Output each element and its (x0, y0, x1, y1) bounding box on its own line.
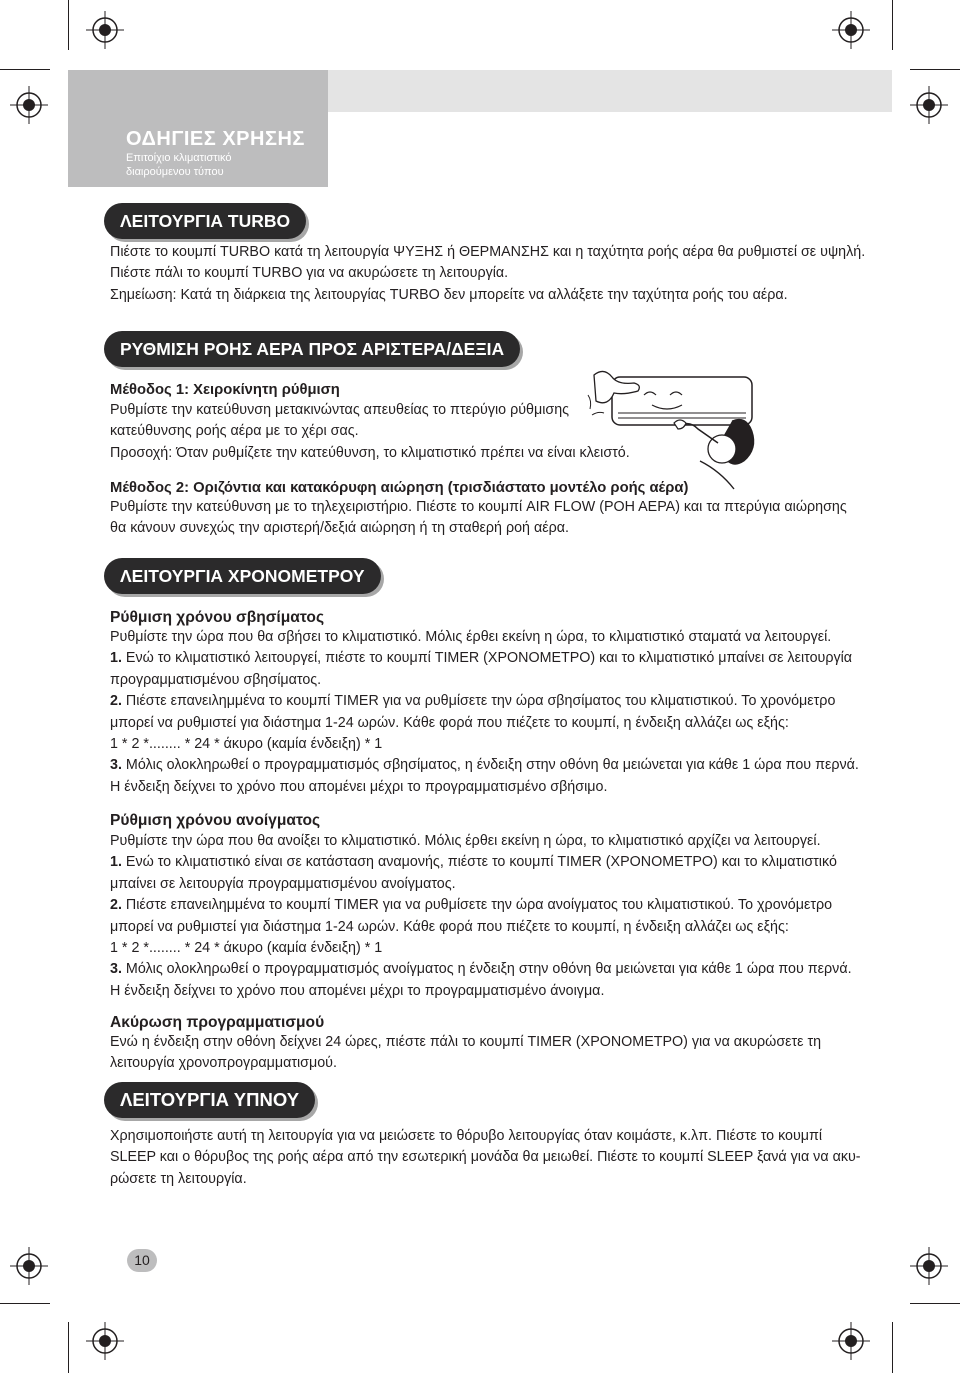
timer-off-title: Ρύθμιση χρόνου σβησίματος (110, 609, 325, 626)
step-number: 2. (110, 693, 122, 710)
turbo-text (110, 242, 865, 306)
subtitle-line: Επιτοίχιο κλιματιστικό (126, 152, 232, 164)
registration-mark-icon (910, 86, 948, 124)
step-text: Μόλις ολοκληρωθεί ο προγραμματισμός σβησίματος, η ένδειξη στην οθόνη θα μειώνεται για κάθε 1 ώρα που περνά. (121, 757, 859, 774)
registration-mark-icon (10, 1247, 48, 1285)
page-title: ΟΔΗΓΙΕΣ ΧΡΗΣΗΣ (126, 128, 305, 150)
text-line (110, 648, 859, 669)
crop-mark (0, 69, 50, 70)
text-line: Η ένδειξη δείχνει το χρόνο που απομένει μέχρι το προγραμματισμένο σβήσιμο. (110, 778, 608, 795)
crop-mark (892, 1322, 893, 1373)
section-heading-airflow: ΡΥΘΜΙΣΗ ΡΟΗΣ ΑΕΡΑ ΠΡΟΣ ΑΡΙΣΤΕΡΑ/ΔΕΞΙΑ (104, 331, 520, 367)
text-line: ρώσετε τη λειτουργία. (110, 1170, 247, 1187)
timer-cancel-title: Ακύρωση προγραμματισμού (110, 1014, 325, 1031)
step-text: Μόλις ολοκληρωθεί ο προγραμματισμός ανοίγματος η ένδειξη στην οθόνη θα μειώνεται για κάθε 1 ώρα που περνά. (121, 961, 852, 978)
subtitle-line: διαιρούμενου τύπου (126, 166, 224, 178)
crop-mark (68, 1322, 69, 1373)
hand-adjusting-ac-illustration (582, 365, 762, 490)
timer-on-title: Ρύθμιση χρόνου ανοίγματος (110, 812, 321, 829)
timer-off-text (110, 627, 859, 798)
section-heading-timer: ΛΕΙΤΟΥΡΓΙΑ ΧΡΟΝΟΜΕΤΡΟΥ (104, 558, 381, 594)
step-number: 1. (110, 854, 122, 871)
section-heading-turbo: ΛΕΙΤΟΥΡΓΙΑ TURBO (104, 203, 306, 239)
registration-mark-icon (832, 1322, 870, 1360)
text-line: SLEEP και ο θόρυβος της ροής αέρα από την εσωτερική μονάδα θα μειωθεί. Πιέστε το κουμπί SLEEP ξανά για να ακυ- (110, 1149, 861, 1166)
registration-mark-icon (832, 11, 870, 49)
text-line: κατεύθυνσης ροής αέρα με το χέρι σας. (110, 423, 359, 440)
crop-mark (910, 69, 960, 70)
method2-title: Μέθοδος 2: Οριζόντια και κατακόρυφη αιώρηση (τρισδιάστατο μοντέλο ροής αέρα) (110, 480, 689, 496)
step-text: Ενώ το κλιματιστικό λειτουργεί, πιέστε το κουμπί TIMER (ΧΡΟΝΟΜΕΤΡΟ) και το κλιματιστικό μπαίνει σε λειτουργία (121, 650, 853, 667)
registration-mark-icon (10, 86, 48, 124)
sleep-text (110, 1126, 861, 1190)
text-line: Χρησιμοποιήστε αυτή τη λειτουργία για να μειώσετε το θόρυβο λειτουργίας όταν κοιμάστε, κ.λπ. Πιέστε το κουμπί (110, 1128, 823, 1144)
registration-mark-icon (86, 1322, 124, 1360)
text-line (110, 895, 852, 916)
text-line: μπορεί να ρυθμιστεί για διάστημα 1-24 ωρών. Κάθε φορά που πιέζετε το κουμπί, η ένδειξη αλλάζει ως εξής: (110, 714, 789, 731)
text-line: Πιέστε το κουμπί TURBO κατά τη λειτουργία ΨΥΞΗΣ ή ΘΕΡΜΑΝΣΗΣ και η ταχύτητα ροής αέρα θα ρυθμιστεί σε υψηλή. (110, 244, 866, 260)
text-line: 1 * 2 *........ * 24 * άκυρο (καμία ένδειξη) * 1 (110, 940, 383, 957)
text-line: Ρυθμίστε την ώρα που θα σβήσει το κλιματιστικό. Μόλις έρθει εκείνη η ώρα, το κλιματιστικό σταματά να λειτουργεί. (110, 629, 832, 645)
text-line: μπαίνει σε λειτουργία προγραμματισμένου ανοίγματος. (110, 875, 456, 892)
method1-text (110, 400, 630, 464)
text-line: Ρυθμίστε την κατεύθυνση με το τηλεχειριστήριο. Πιέστε το κουμπί AIR FLOW (ΡΟΗ ΑΕΡΑ) και τα πτερύγια αιώρησης (110, 499, 847, 515)
method1-title: Μέθοδος 1: Χειροκίνητη ρύθμιση (110, 382, 340, 398)
crop-mark (892, 0, 893, 50)
text-line: Σημείωση: Κατά τη διάρκεια της λειτουργίας TURBO δεν μπορείτε να αλλάξετε την ταχύτητα ροής του αέρα. (110, 286, 788, 303)
text-line (110, 852, 852, 873)
text-line: θα κάνουν συνεχώς την αριστερή/δεξιά αιώρηση ή τη σταθερή ροή αέρα. (110, 520, 569, 537)
text-line: Προσοχή: Όταν ρυθμίζετε την κατεύθυνση, το κλιματιστικό πρέπει να είναι κλειστό. (110, 444, 630, 461)
text-line: προγραμματισμένου σβησίματος. (110, 671, 322, 688)
text-line: Ενώ η ένδειξη στην οθόνη δείχνει 24 ώρες, πιέστε πάλι το κουμπί TIMER (ΧΡΟΝΟΜΕΤΡΟ) για να ακυρώσετε τη (110, 1034, 822, 1050)
crop-mark (910, 1303, 960, 1304)
registration-mark-icon (910, 1247, 948, 1285)
text-line: Ρυθμίστε την κατεύθυνση μετακινώντας απευθείας το πτερύγιο ρύθμισης (110, 402, 570, 418)
step-text: Πιέστε επανειλημμένα το κουμπί TIMER για να ρυθμίσετε την ώρα σβησίματος του κλιματιστικού. Το χρονόμετρο (121, 693, 836, 710)
step-number: 3. (110, 961, 122, 978)
page-subtitle (126, 151, 316, 179)
text-line (110, 691, 859, 712)
text-line: Ρυθμίστε την ώρα που θα ανοίξει το κλιματιστικό. Μόλις έρθει εκείνη η ώρα, το κλιματιστικό αρχίζει να λειτουργεί. (110, 833, 821, 849)
text-line: μπορεί να ρυθμιστεί για διάστημα 1-24 ωρών. Κάθε φορά που πιέζετε το κουμπί, η ένδειξη αλλάζει ως εξής: (110, 918, 789, 935)
text-line (110, 755, 859, 776)
text-line: Η ένδειξη δείχνει το χρόνο που απομένει μέχρι το προγραμματισμένο άνοιγμα. (110, 982, 605, 999)
crop-mark (68, 0, 69, 50)
step-text: Ενώ το κλιματιστικό είναι σε κατάσταση αναμονής, πιέστε το κουμπί TIMER (ΧΡΟΝΟΜΕΤΡΟ) και το κλιματιστικό (121, 854, 837, 871)
method2-text (110, 497, 847, 540)
timer-on-text (110, 831, 852, 1002)
registration-mark-icon (86, 11, 124, 49)
text-line (110, 959, 852, 980)
text-line: λειτουργία χρονοπρογραμματισμού. (110, 1055, 337, 1072)
step-number: 1. (110, 650, 122, 667)
header-band (328, 70, 892, 112)
step-number: 2. (110, 897, 122, 914)
page-number: 10 (127, 1249, 157, 1272)
section-heading-sleep: ΛΕΙΤΟΥΡΓΙΑ ΥΠΝΟΥ (104, 1082, 315, 1118)
text-line: Πιέστε πάλι το κουμπί TURBO για να ακυρώσετε τη λειτουργία. (110, 265, 509, 282)
crop-mark (0, 1303, 50, 1304)
step-number: 3. (110, 757, 122, 774)
step-text: Πιέστε επανειλημμένα το κουμπί TIMER για να ρυθμίσετε την ώρα ανοίγματος του κλιματιστικού. Το χρονόμετρο (121, 897, 833, 914)
timer-cancel-text (110, 1032, 821, 1075)
text-line: 1 * 2 *........ * 24 * άκυρο (καμία ένδειξη) * 1 (110, 736, 383, 753)
